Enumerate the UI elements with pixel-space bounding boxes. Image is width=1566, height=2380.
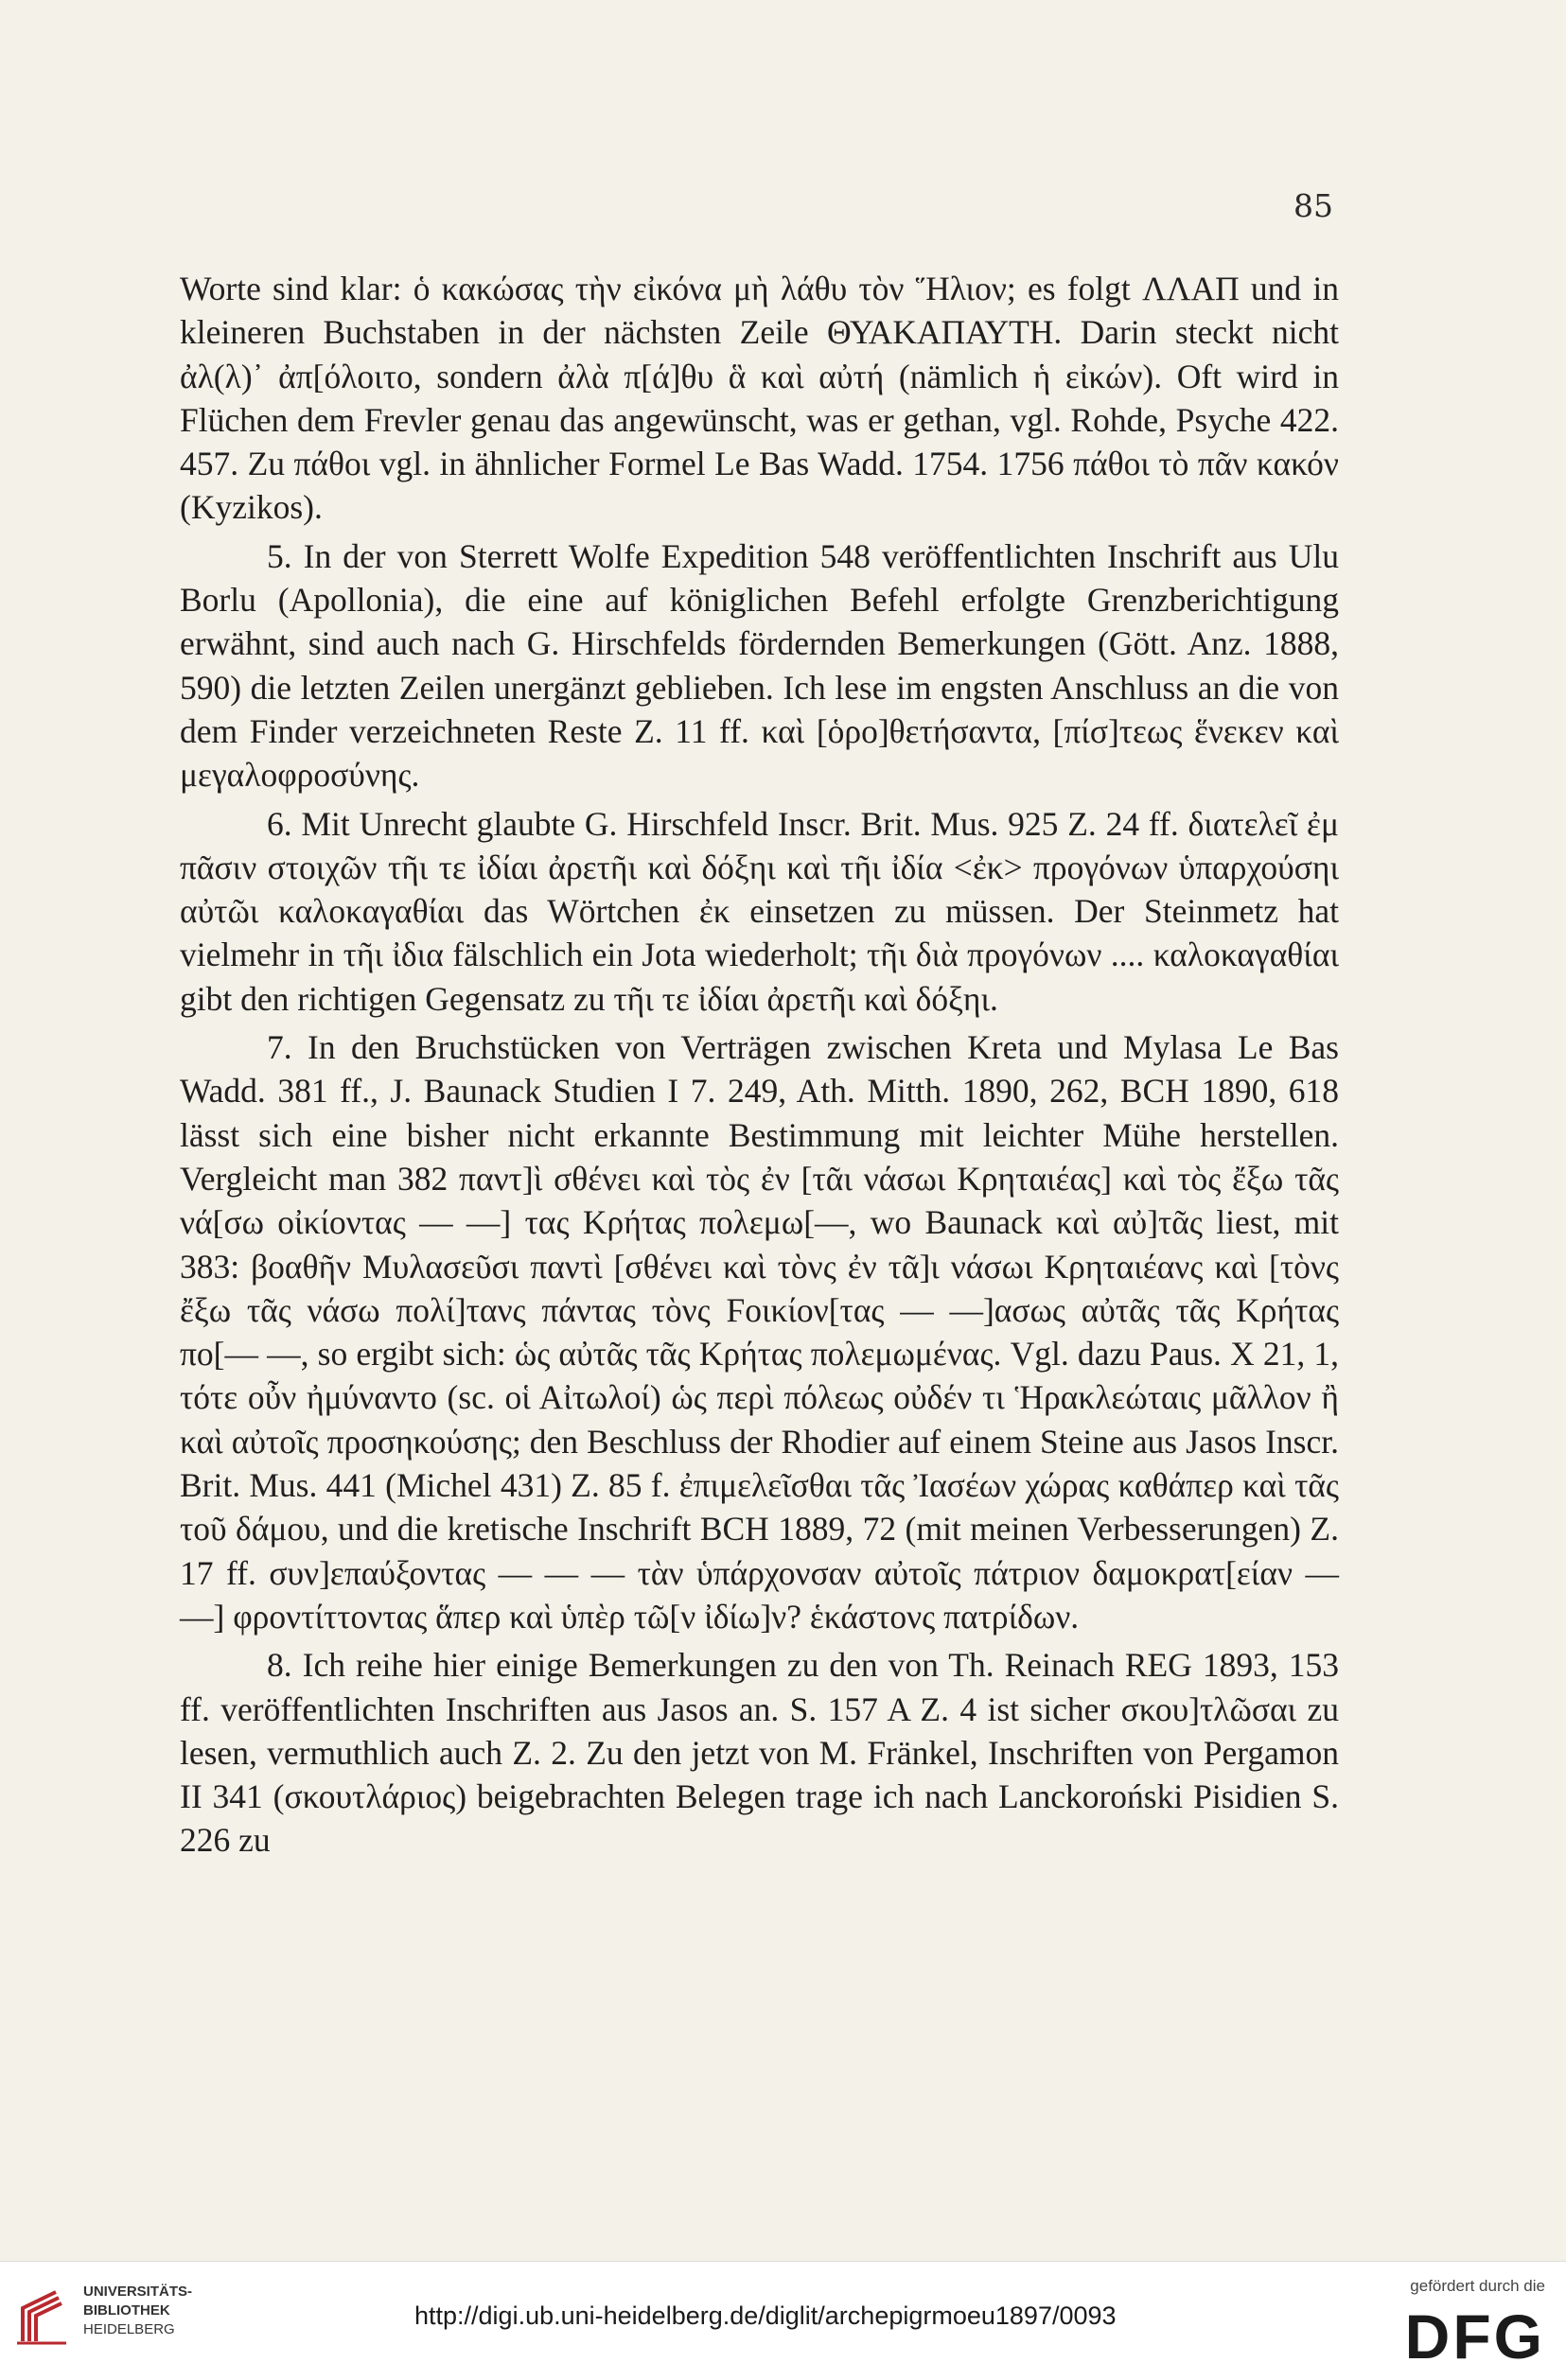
university-library-name	[83, 2283, 192, 2339]
paragraph-6: 6. Mit Unrecht glaubte G. Hirschfeld Inscr. Brit. Mus. 925 Z. 24 ff. διατελεῖ ἐμ πᾶσιν στοιχῶν τῆι τε ἰδίαι ἀρετῆι καὶ δόξηι καὶ τῆι ἰδία <ἐκ> προγόνων ὑπαρχούσηι αὐτῶι καλοκαγαθίαι das Wörtchen ἐκ einsetzen zu müssen. Der Steinmetz hat vielmehr in τῆι ἰδια fälschlich ein Jota wiederholt; τῆι διὰ προγόνων .... καλοκαγαθίαι gibt den richtigen Gegensatz zu τῆι τε ἰδίαι ἀρετῆι καὶ δόξηι.	[180, 804, 1339, 1018]
library-name-line-2: BIBLIOTHEK	[83, 2302, 170, 2319]
dfg-logo: DFG	[1404, 2301, 1545, 2371]
body-text	[180, 267, 1339, 1867]
university-library-logo-icon	[13, 2284, 70, 2351]
paragraph-7: 7. In den Bruchstücken von Verträgen zwischen Kreta und Mylasa Le Bas Wadd. 381 ff., J. Baunack Studien I 7. 249, Ath. Mitth. 1890, 262, BCH 1890, 618 lässt sich eine bisher nicht erkannte Bestimmung mit leichter Mühe herstellen. Vergleicht man 382 παντ]ὶ σθένει καὶ τὸς ἐν [τᾶι νάσωι Κρηταιέας] καὶ τὸς ἔξω τᾶς νά[σω οἰκίοντας — —] τας Κρήτας πολεμω[—, wo Baunack καὶ αὐ]τᾶς liest, mit 383: βοαθῆν Μυλασεῦσι παντὶ [σθένει καὶ τὸνς ἐν τᾶ]ι νάσωι Κρηταιέανς καὶ [τὸνς ἔξω τᾶς νάσω πολί]τανς πάντας τὸνς Ϝοικίον[τας — —]ασως αὐτᾶς τᾶς Κρήτας πο[— —, so ergibt sich: ὡς αὐτᾶς τᾶς Κρήτας πολεμωμένας. Vgl. dazu Paus. X 21, 1, τότε οὖν ἠμύναντο (sc. οἱ Αἰτωλοί) ὡς περὶ πόλεως οὐδέν τι Ἡρακλεώταις μᾶλλον ἢ καὶ αὐτοῖς προσηκούσης; den Beschluss der Rhodier auf einem Steine aus Jasos Inscr. Brit. Mus. 441 (Michel 431) Z. 85 f. ἐπιμελεῖσθαι τᾶς Ἰασέων χώρας καθάπερ καὶ τᾶς τοῦ δάμου, und die kretische Inschrift BCH 1889, 72 (mit meinen Verbesserungen) Z. 17 ff. συν]επαύξοντας — — — τὰν ὑπάρχονσαν αὐτοῖς πάτριον δαμοκρατ[είαν — —] φροντίττοντας ἅπερ καὶ ὑπὲρ τῶ[ν ἰδίω]ν? ἑκάστονς πατρίδων.	[180, 1028, 1339, 1636]
footer-bar	[0, 2261, 1566, 2380]
paragraph-5: 5. In der von Sterrett Wolfe Expedition 548 veröffentlichten Inschrift aus Ulu Borlu (Apollonia), die eine auf königlichen Befehl erfolgte Grenzberichtigung erwähnt, sind auch nach G. Hirschfelds fördernden Bemerkungen (Gött. Anz. 1888, 590) die letzten Zeilen unergänzt geblieben. Ich lese im engsten Anschluss an die von dem Finder verzeichneten Reste Z. 11 ff. καὶ [ὁρο]θετήσαντα, [πίσ]τεως ἕνεκεν καὶ μεγαλοφροσύνης.	[180, 536, 1339, 795]
library-name-line-3: HEIDELBERG	[83, 2321, 175, 2337]
paragraph-8: 8. Ich reihe hier einige Bemerkungen zu den von Th. Reinach REG 1893, 153 ff. veröffentlichten Inschriften aus Jasos an. S. 157 A Z. 4 ist sicher σκου]τλῶσαι zu lesen, vermuthlich auch Z. 2. Zu den jetzt von M. Fränkel, Inschriften von Pergamon II 341 (σκουτλάριος) beigebrachten Belegen trage ich nach Lanckoroński Pisidien S. 226 zu	[180, 1646, 1339, 1860]
paragraph-continuation: Worte sind klar: ὁ κακώσας τὴν εἰκόνα μὴ λάθυ τὸν Ἥλιον; es folgt ΛΛΑΠ und in kleineren Buchstaben in der nächsten Zeile ΘΥΑΚΑΠΑΥΤΗ. Darin steckt nicht ἀλ(λ)᾽ ἀπ[όλοιτο, sondern ἀλὰ π[ά]θυ ἃ καὶ αὐτή (nämlich ἡ εἰκών). Oft wird in Flüchen dem Frevler genau das angewünscht, was er gethan, vgl. Rohde, Psyche 422. 457. Zu πάθοι vgl. in ähnlicher Formel Le Bas Wadd. 1754. 1756 πάθοι τὸ πᾶν κακόν (Kyzikos).	[180, 270, 1339, 527]
library-name-line-1: UNIVERSITÄTS-	[83, 2284, 193, 2300]
funded-by-label: gefördert durch die	[1410, 2277, 1545, 2295]
digital-library-url-link[interactable]: http://digi.ub.uni-heidelberg.de/diglit/archepigrmoeu1897/0093	[414, 2301, 1117, 2330]
page-number: 85	[1293, 187, 1333, 224]
